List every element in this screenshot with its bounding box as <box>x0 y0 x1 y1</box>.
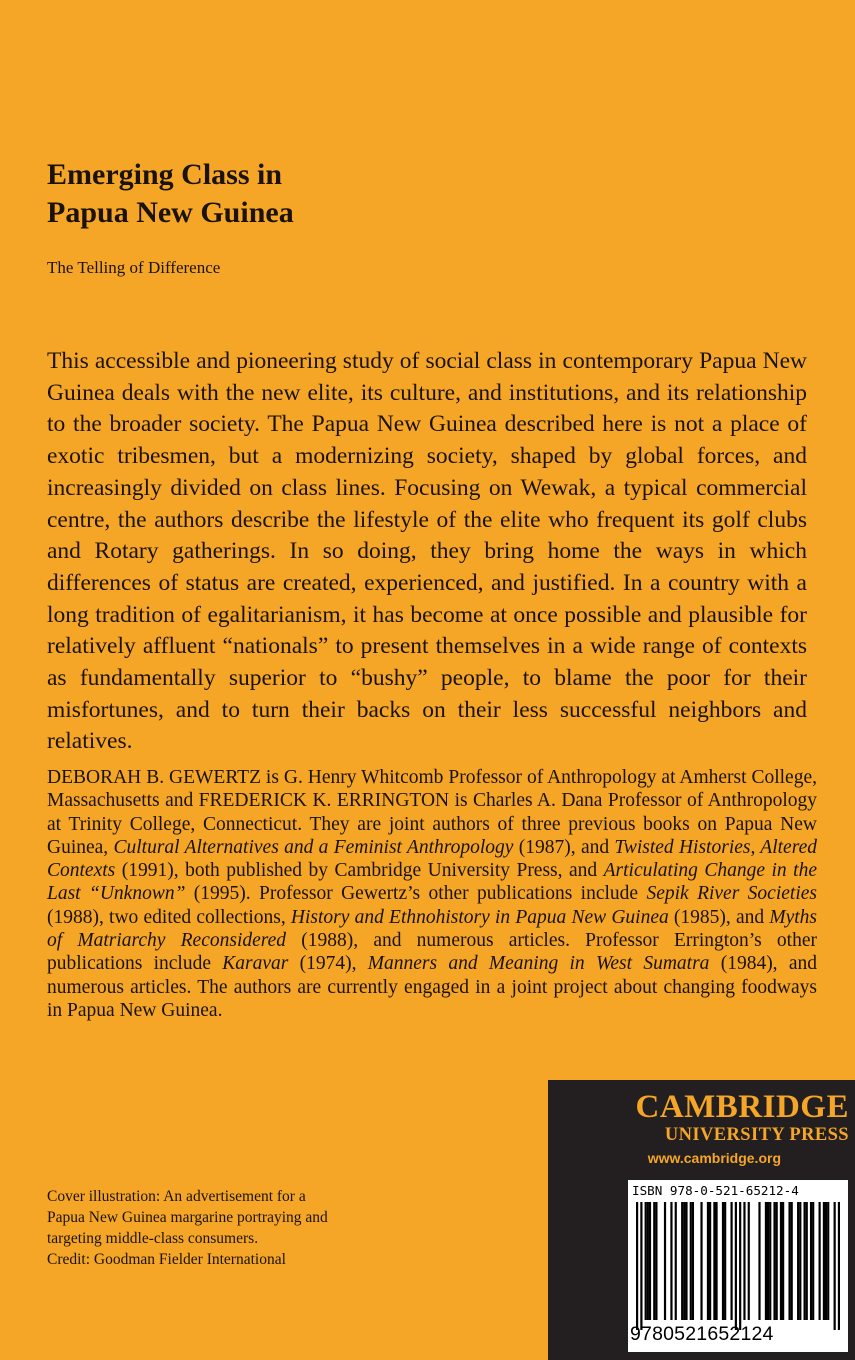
barcode-bar-44 <box>819 1202 821 1320</box>
barcode-bar-28 <box>758 1202 760 1320</box>
bio-text-1: DEBORAH B. GEWERTZ is G. Henry Whitcomb Professor of Anthropology at Amherst College, Massachusetts and FREDERICK K. ERRINGTON is Charles A. Dana Professor of Anthropology at Trinity College, Connecticut. They are joint authors of three previous books on Papua New Guinea, <box>47 767 817 858</box>
barcode-bar-32 <box>773 1202 775 1320</box>
bio-text-6: (1985), and <box>668 906 770 928</box>
bio-book-title-4: Sepik River Societies <box>646 883 817 905</box>
cover-illustration-credit <box>47 1186 367 1270</box>
barcode-bar-20 <box>715 1202 717 1320</box>
barcode-bar-10 <box>675 1202 677 1320</box>
barcode-bar-17 <box>707 1202 709 1320</box>
barcode-bar-16 <box>700 1202 702 1320</box>
bio-text-5: (1988), two edited collections, <box>47 906 291 928</box>
bio-text-7: (1988), and numerous articles. Professor Errington’s other publications include <box>47 930 817 975</box>
barcode-bar-11 <box>681 1202 683 1320</box>
book-title-line-2: Papua New Guinea <box>47 196 294 229</box>
barcode-bar-39 <box>799 1202 801 1320</box>
barcode-bar-25 <box>739 1202 741 1330</box>
barcode-bar-49 <box>838 1202 840 1330</box>
barcode-bar-8 <box>664 1202 666 1320</box>
barcode-bar-23 <box>730 1202 732 1320</box>
barcode-bar-5 <box>649 1202 651 1320</box>
publisher-url[interactable]: www.cambridge.org <box>647 1150 781 1166</box>
barcode-bar-15 <box>692 1202 694 1320</box>
barcode-bar-22 <box>724 1202 726 1320</box>
bio-text-2: (1987), and <box>513 836 615 858</box>
barcode-bar-1 <box>636 1202 638 1330</box>
bio-text-3: (1991), both published by Cambridge University Press, and <box>115 860 604 882</box>
publisher-name: CAMBRIDGE <box>635 1089 849 1125</box>
barcode-bar-3 <box>645 1202 647 1320</box>
barcode-bar-27 <box>748 1202 750 1320</box>
credit-line-4: Credit: Goodman Fielder International <box>47 1251 286 1268</box>
bio-book-title-1: Cultural Alternatives and a Feminist Anthropology <box>113 836 514 858</box>
barcode-bar-48 <box>834 1202 836 1330</box>
barcode-bar-38 <box>797 1202 799 1320</box>
barcode-bar-12 <box>683 1202 685 1320</box>
bio-book-title-6: Myths of Matriarchy Reconsidered <box>47 906 817 952</box>
isbn-label: ISBN 978-0-521-65212-4 <box>632 1183 799 1198</box>
barcode-bar-2 <box>640 1202 642 1330</box>
bio-book-title-7: Karavar <box>222 953 289 975</box>
barcode-bar-30 <box>767 1202 769 1320</box>
barcode-bar-46 <box>825 1202 827 1320</box>
barcode-bar-45 <box>823 1202 825 1320</box>
barcode-bar-40 <box>803 1202 805 1320</box>
credit-line-1: Cover illustration: An advertisement for a <box>47 1188 306 1205</box>
barcode-bar-13 <box>685 1202 687 1320</box>
bio-text-9: (1984), and numerous articles. The authors are currently engaged in a joint project about changing foodways in Papua New Guinea. <box>47 953 817 1021</box>
barcode-bars <box>636 1202 840 1330</box>
bio-book-title-2: Twisted Histories, Altered Contexts <box>47 836 817 882</box>
barcode-bar-21 <box>722 1202 724 1320</box>
book-description: This accessible and pioneering study of social class in contemporary Papua New Guinea deals with the new elite, its culture, and institutions, and its relationship to the broader society. The Papua New Guinea described here is not a place of exotic tribesmen, but a modernizing society, shaped by global forces, and increasingly divided on class lines. Focusing on Wewak, a typical commercial centre, the authors describe the lifestyle of the elite who frequent its golf clubs and Rotary gatherings. In so doing, they bring home the ways in which differences of status are created, experienced, and justified. In a country with a long tradition of egalitarianism, it has become at once possible and plausible for relatively affluent “nationals” to present themselves in a wide range of contexts as fundamentally superior to “bushy” people, to blame the poor for their misfortunes, and to turn their backs on their less successful neighbors and relatives. <box>47 348 807 755</box>
book-title <box>47 156 547 232</box>
barcode-bar-43 <box>812 1202 814 1320</box>
barcode-bar-6 <box>653 1202 655 1320</box>
publisher-name-sub: UNIVERSITY PRESS <box>664 1125 849 1145</box>
book-subtitle: The Telling of Difference <box>47 258 221 277</box>
barcode <box>628 1180 848 1352</box>
barcode-bar-26 <box>743 1202 745 1320</box>
barcode-bar-33 <box>776 1202 778 1320</box>
barcode-bar-4 <box>647 1202 649 1320</box>
barcode-bar-41 <box>806 1202 808 1320</box>
barcode-bar-31 <box>769 1202 771 1320</box>
barcode-digits: 9780521652124 <box>630 1323 774 1345</box>
barcode-bar-35 <box>782 1202 784 1320</box>
barcode-bar-19 <box>713 1202 715 1320</box>
barcode-bar-47 <box>827 1202 829 1320</box>
barcode-bar-18 <box>709 1202 711 1320</box>
barcode-bar-34 <box>780 1202 782 1320</box>
barcode-bar-7 <box>655 1202 657 1320</box>
barcode-bar-24 <box>735 1202 737 1330</box>
bio-text-4: (1995). Professor Gewertz’s other publications include <box>185 883 647 905</box>
publisher-logo <box>635 1090 849 1146</box>
barcode-bar-14 <box>690 1202 692 1320</box>
book-title-line-1: Emerging Class in <box>47 158 283 191</box>
barcode-bar-9 <box>670 1202 672 1320</box>
author-biography <box>47 766 817 1022</box>
credit-line-3: targeting middle-class consumers. <box>47 1230 259 1247</box>
bio-book-title-5: History and Ethnohistory in Papua New Guinea <box>290 906 669 928</box>
credit-line-2: Papua New Guinea margarine portraying and <box>47 1209 328 1226</box>
bio-book-title-3: Articulating Change in the Last “Unknown” <box>47 860 817 905</box>
barcode-bar-29 <box>765 1202 767 1320</box>
publisher-panel <box>548 1080 855 1360</box>
bio-book-title-8: Manners and Meaning in West Sumatra <box>367 953 710 975</box>
bio-text-8: (1974), <box>288 953 368 975</box>
barcode-bar-36 <box>788 1202 790 1320</box>
barcode-bar-37 <box>791 1202 793 1320</box>
barcode-bar-42 <box>810 1202 812 1320</box>
